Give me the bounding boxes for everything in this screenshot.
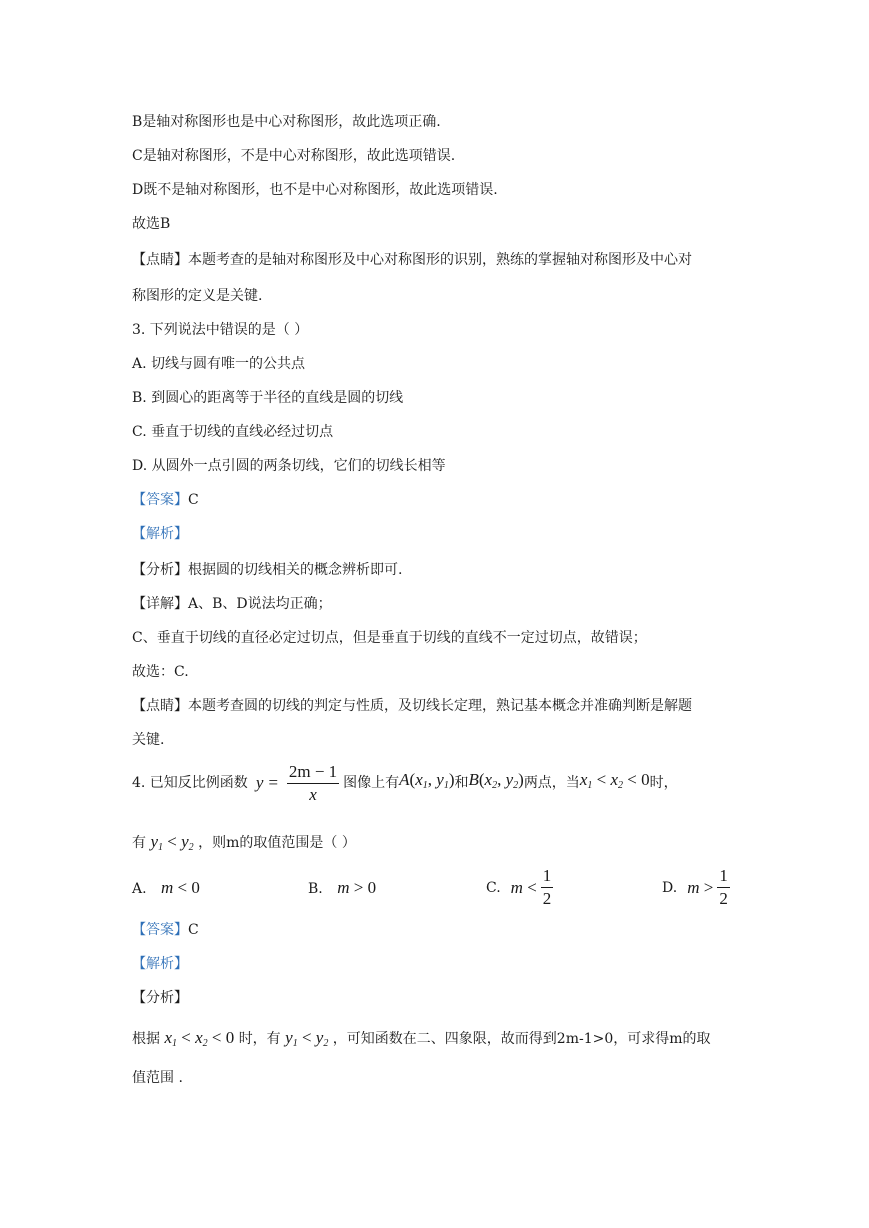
- function-y: y: [255, 773, 264, 792]
- subscript: 1: [443, 780, 449, 791]
- q3-option-b: B. 到圆心的距离等于半径的直线是圆的切线: [132, 390, 404, 406]
- q4-stem-prefix: 4. 已知反比例函数: [132, 775, 248, 791]
- fraction-denominator: 2: [542, 889, 552, 908]
- q4-option-b: [308, 878, 376, 898]
- q3-choice: 故选：C.: [132, 664, 189, 680]
- subscript: 1: [172, 1038, 177, 1049]
- q4-analysis-tag: 【解析】: [132, 956, 188, 972]
- q4-fenxi-tag: 【分析】: [132, 990, 188, 1006]
- prev-option-b-explanation: B是轴对称图形也是中心对称图形，故此选项正确.: [132, 114, 441, 130]
- fraction-denominator: x: [309, 784, 317, 804]
- var-x: x: [415, 770, 423, 789]
- q4-stem-line2: [132, 832, 356, 858]
- subscript: 2: [202, 1038, 208, 1049]
- stem-text-2: 和: [454, 775, 469, 791]
- var-y: y: [150, 832, 158, 851]
- comma: ,: [427, 770, 437, 789]
- var-x: x: [610, 770, 618, 789]
- xiangjie-tag: 【详解】: [132, 596, 188, 612]
- fraction-numerator: 1: [541, 866, 554, 888]
- paren-close: ): [448, 770, 455, 789]
- fraction-numerator: 2m − 1: [287, 762, 339, 784]
- answer-tag: 【答案】: [132, 922, 188, 938]
- q3-option-c: C. 垂直于切线的直线必经过切点: [132, 424, 334, 440]
- stem-line2-suffix: ，则m的取值范围是（ ）: [198, 835, 356, 851]
- subscript: 2: [323, 1038, 329, 1049]
- x-inequality: [164, 1028, 234, 1047]
- less-than: <: [177, 1028, 196, 1047]
- q3-xiangjie: [132, 594, 332, 614]
- relation: >: [699, 877, 714, 897]
- option-label: D.: [662, 879, 678, 896]
- var-m: m: [510, 877, 523, 897]
- relation: <: [522, 877, 537, 897]
- answer-value: C: [188, 492, 199, 508]
- xiangjie-text: A、B、D说法均正确；: [188, 596, 332, 612]
- stem-line2-prefix: 有: [132, 835, 146, 851]
- prev-comment-cont: 称图形的定义是关键.: [132, 288, 263, 304]
- prev-option-d-explanation: D既不是轴对称图形，也不是中心对称图形，故此选项错误.: [132, 182, 498, 198]
- comment-tag: 【点睛】: [132, 698, 188, 714]
- less-than: <: [592, 770, 611, 789]
- comment-text: 本题考查圆的切线的判定与性质，及切线长定理，熟记基本概念并准确判断是解题: [188, 698, 692, 714]
- q3-answer: [132, 490, 199, 510]
- reasoning-suffix: ，可知函数在二、四象限，故而得到2m-1>0，可求得m的取: [332, 1031, 711, 1047]
- less-than-zero: < 0: [207, 1028, 235, 1047]
- relation: < 0: [173, 878, 200, 897]
- less-than-zero: < 0: [623, 770, 650, 789]
- subscript: 1: [158, 842, 163, 853]
- less-than: <: [163, 832, 182, 851]
- function-fraction: [287, 762, 339, 805]
- relation: > 0: [349, 878, 377, 897]
- comma: ,: [497, 770, 506, 789]
- subscript: 1: [292, 1038, 298, 1049]
- fenxi-text: 根据圆的切线相关的概念辨析即可.: [188, 562, 403, 578]
- q4-reasoning: [132, 1028, 711, 1054]
- var-y: y: [505, 770, 514, 789]
- stem-text-1: 图像上有: [343, 775, 400, 791]
- subscript: 1: [587, 780, 593, 791]
- var-y: y: [181, 832, 189, 851]
- paren-open: (: [478, 770, 485, 789]
- point-b-letter: B: [468, 770, 479, 789]
- prev-comment: [132, 250, 692, 270]
- option-label: B.: [308, 881, 323, 897]
- subscript: 2: [492, 780, 498, 791]
- fenxi-tag: 【分析】: [132, 562, 188, 578]
- stem-text-3: 两点，当: [523, 775, 580, 791]
- var-m: m: [161, 878, 174, 897]
- q4-reasoning-cont: 值范围 .: [132, 1070, 183, 1086]
- answer-tag: 【答案】: [132, 492, 188, 508]
- var-y: y: [285, 1028, 293, 1047]
- comment-text: 本题考查的是轴对称图形及中心对称图形的识别，熟练的掌握轴对称图形及中心对: [188, 252, 692, 268]
- fraction-one-half: [717, 866, 730, 909]
- condition-inequality: [580, 758, 650, 808]
- option-label: A.: [132, 881, 147, 897]
- q3-stem: 3. 下列说法中错误的是（ ）: [132, 322, 309, 338]
- y-inequality: [150, 832, 193, 851]
- fraction-one-half: [541, 866, 554, 909]
- fraction-denominator: 2: [719, 889, 728, 908]
- fraction-numerator: 1: [717, 866, 730, 888]
- less-than: <: [297, 1028, 316, 1047]
- q3-option-a: A. 切线与圆有唯一的公共点: [132, 356, 306, 372]
- stem-text-4: 时，: [649, 775, 678, 791]
- reasoning-mid: 时，有: [238, 1031, 281, 1047]
- q3-detail: C、垂直于切线的直径必定过切点，但是垂直于切线的直线不一定过切点，故错误；: [132, 630, 647, 646]
- var-m: m: [337, 878, 350, 897]
- var-x: x: [164, 1028, 172, 1047]
- q3-comment-cont: 关键.: [132, 732, 165, 748]
- q3-comment: [132, 696, 692, 716]
- paren-close: ): [518, 770, 524, 789]
- point-a: [399, 758, 454, 808]
- point-b: [468, 758, 523, 808]
- q4-option-c: [486, 866, 557, 909]
- subscript: 2: [188, 842, 194, 853]
- q4-option-a: [132, 878, 200, 898]
- y-inequality: [285, 1028, 328, 1047]
- q4-option-d: [662, 866, 734, 909]
- option-label: C.: [486, 879, 501, 896]
- var-x: x: [579, 770, 588, 789]
- var-y: y: [436, 770, 444, 789]
- prev-choice: 故选B: [132, 216, 171, 232]
- subscript: 1: [422, 780, 428, 791]
- var-m: m: [687, 877, 700, 897]
- q3-option-d: D. 从圆外一点引圆的两条切线，它们的切线长相等: [132, 458, 446, 474]
- q3-fenxi: [132, 560, 402, 580]
- subscript: 2: [618, 780, 623, 791]
- prev-option-c-explanation: C是轴对称图形，不是中心对称图形，故此选项错误.: [132, 148, 456, 164]
- subscript: 2: [513, 780, 519, 791]
- reasoning-prefix: 根据: [132, 1031, 160, 1047]
- var-y: y: [315, 1028, 324, 1047]
- point-a-letter: A: [399, 770, 410, 789]
- var-x: x: [484, 770, 493, 789]
- equals-sign: =: [267, 773, 279, 792]
- q3-analysis-tag: 【解析】: [132, 526, 188, 542]
- q4-answer: [132, 920, 199, 940]
- var-x: x: [195, 1028, 203, 1047]
- paren-open: (: [409, 770, 416, 789]
- answer-value: C: [188, 922, 199, 938]
- comment-tag: 【点睛】: [132, 252, 188, 268]
- q4-stem: [132, 758, 678, 808]
